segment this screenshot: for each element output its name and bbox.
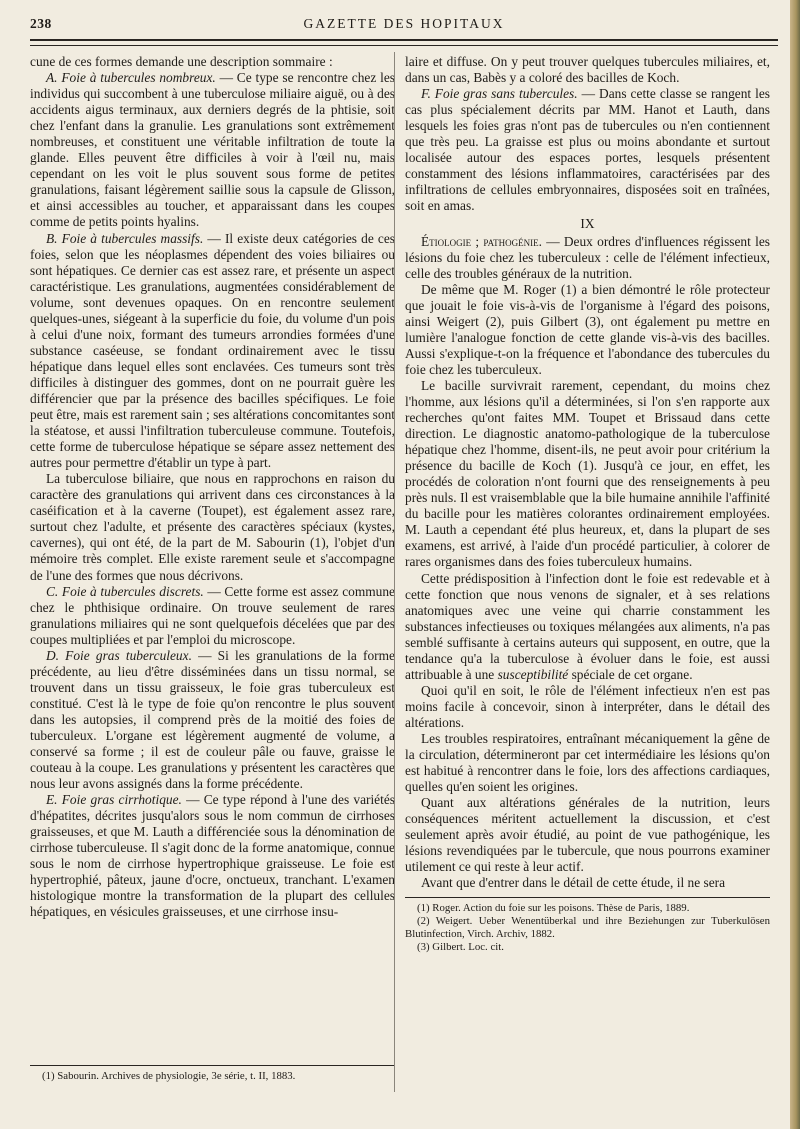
subheading: D. Foie gras tuberculeux.: [46, 647, 192, 663]
subheading: A. Foie à tubercules nombreux.: [46, 70, 216, 86]
paragraph: De même que M. Roger (1) a bien démontré le rôle protecteur que jouait le foie vis-à-vis de l'organisme à l'égard des poisons, ainsi Weigert (2), puis Gilbert (3), ont également pu mettre en lumière l'analogue fonction de cette glande vis-à-vis des bacilles. Aussi s'explique-t-on la fréquence et l'abondance des tubercules du foie chez les tuberculeux.: [405, 281, 770, 377]
journal-title: GAZETTE DES HOPITAUX: [303, 16, 505, 31]
paragraph: cune de ces formes demande une description sommaire :: [30, 54, 333, 69]
paragraph: C. Foie à tubercules discrets. — Cette forme est assez commune chez le phthisique ordinaire. On trouve seulement de rares granulations miliaires qui ne sont quelquefois décelées que par des coupes multipliées et par l'emploi du microscope.: [30, 583, 395, 647]
subheading: B. Foie à tubercules massifs.: [46, 230, 204, 246]
emphasis: susceptibilité: [497, 666, 569, 682]
paragraph: laire et diffuse. On y peut trouver quelques tubercules miliaires, et, dans un cas, Babès y a coloré des bacilles de Koch.: [405, 54, 770, 86]
subheading: Étiologie ; pathogénie.: [421, 233, 542, 249]
subheading: E. Foie gras cirrhotique.: [46, 792, 182, 808]
subheading: C. Foie à tubercules discrets.: [46, 583, 204, 599]
footnote: (1) Roger. Action du foie sur les poisons. Thèse de Paris, 1889.: [417, 902, 690, 915]
paragraph: A. Foie à tubercules nombreux. — Ce type se rencontre chez les individus qui succombent à une tuberculose miliaire aiguë, ou à des accidents aigus terminaux, aux derniers degrés de la phtisie, soit chez l'enfant dans la granulie. Les granulations sont extrêmement nombreuses, et constituent une véritable infiltration de toute la glande. Elles peuvent être difficiles à voir à l'œil nu, mais cependant on les voit le plus souvent sous forme de petites granulations, faisant légèrement saillie sous la capsule de Glisson, et ainsi accessibles au toucher, et apparaissant dans les coupes comme de petits points hyalins.: [30, 70, 395, 230]
footnote-rule: [405, 897, 770, 898]
paragraph: Avant que d'entrer dans le détail de cette étude, il ne sera: [421, 875, 726, 891]
left-column: [30, 54, 395, 921]
paragraph: E. Foie gras cirrhotique. — Ce type répond à l'une des variétés d'hépatites, décrites jusqu'alors sous le nom commun de cirrhoses graisseuses, et que M. Lauth a différenciée sous la dénomination de cirrhose tuberculeuse. Il s'agit donc de la forme anatomique, connue sous le nom de cirrhose hypertrophique graisseuse. Le foie est hypertrophié, pâteux, jaune d'ocre, onctueux, tranchant. L'examen histologique montre la transformation de la plupart des cellules hépatiques, en vésicules graisseuses, et une cirrhose insu-: [30, 792, 396, 920]
page-header: [30, 16, 778, 36]
paragraph: F. Foie gras sans tubercules. — Dans cette classe se rangent les cas plus spécialement décrits par MM. Hanot et Lauth, dans lesquels les foies gras n'ont pas de tubercules ou n'en contiennent que très peu. La graisse est plus ou moins abondante et surtout localisée autour des espaces portes, lesquels présentent constamment des lésions inflammatoires, caractérisées par des infiltrations de cellules embryonnaires, disposées soit en traînées, soit en amas.: [405, 86, 770, 214]
column-divider: [394, 52, 395, 1092]
footnote-left: (1) Sabourin. Archives de physiologie, 3e série, t. II, 1883.: [30, 1065, 395, 1083]
page-edge: [790, 0, 800, 1129]
paragraph: Quoi qu'il en soit, le rôle de l'élément infectieux n'en est pas moins facile à concevoir, sinon à interpréter, dans le détail des altérations.: [405, 682, 770, 730]
footnote: (2) Weigert. Ueber Wenentüberkal und ihre Beziehungen zur Tuberkulösen Blutinfection, Virch. Archiv, 1882.: [405, 915, 770, 941]
subheading: F. Foie gras sans tubercules.: [421, 86, 578, 102]
paragraph: B. Foie à tubercules massifs. — Il existe deux catégories de ces foies, selon que les néoplasmes dépendent des voies biliaires ou sont hépatiques. Ce dernier cas est assez rare, et présente un aspect caractéristique. Les granulations, augmentées considérablement de volume, sont devenues opaques. On en rencontre seulement quelques-unes, siégeant à la superficie du foie, du volume d'un pois à celui d'une noix, formant des tumeurs arrondies formées d'une substance caséeuse, se fondant ordinairement avec le tissu hépatique dans lequel elles sont enclavées. Ces tumeurs sont très difficiles à distinguer des gommes, dont on ne pourrait guère les différencier que par la présence des bacilles spécifiques. Le foie peut être, mais est rarement sain ; ses altérations concomitantes sont la stéatose, et aussi l'infiltration tuberculeuse commune. Toutefois, cette forme de tuberculose hépatique se sépare assez nettement des autres pour permettre d'établir un type à part.: [30, 230, 395, 471]
header-rule-thin: [30, 45, 778, 46]
header-rule-thick: [30, 39, 778, 41]
page-number: 238: [30, 16, 52, 31]
paragraph: Cette prédisposition à l'infection dont le foie est redevable et à cette fonction que nous venons de signaler, et à ses relations anatomiques avec une veine qui charrie constamment les substances infectieuses ou toxiques mélangées aux aliments, n'a pas semblé suffisante à certains auteurs qui supposent, en outre, que la tendance qu'a la tuberculose à évoluer dans le foie, est aussi attribuable à une susceptibilité spéciale de cet organe.: [405, 570, 770, 682]
paragraph: Quant aux altérations générales de la nutrition, leurs conséquences méritent actuellement la discussion, et c'est seulement après avoir étudié, au point de vue pathogénique, les lésions revendiquées par le tubercule, que nous pourrons examiner utilement ce qui reste à leur actif.: [405, 795, 770, 875]
footnote: (3) Gilbert. Loc. cit.: [417, 941, 504, 954]
paragraph: Les troubles respiratoires, entraînant mécaniquement la gêne de la circulation, détermineront par cet intermédiaire les lésions qu'on est habitué à rencontrer dans le foie, lors des affections cardiaques, quelles qu'en soient les origines.: [405, 730, 770, 795]
paragraph: D. Foie gras tuberculeux. — Si les granulations de la forme précédente, au lieu d'être disséminées dans un tissu normal, se trouvent dans un tissu graisseux, le foie gras tuberculeux est constitué. C'est là le type de foie qu'on rencontre le plus souvent dans les autopsies, il comprend près de la moitié des foies de tuberculeux. L'organe est légèrement augmenté de volume, a conservé sa forme ; il est de couleur pâle ou fauve, graisse le couteau à la coupe. Les granulations y présentent les caractères que nous leur avons assignés dans la forme précédente.: [30, 647, 395, 792]
paragraph: La tuberculose biliaire, que nous en rapprochons en raison du caractère des granulations qui arrivent dans ces circonstances à la caséification et à la caverne (Toupet), est également assez rare, surtout chez l'adulte, et présente des caractères spéciaux (kystes, cavernes), qui ont été, de la part de M. Sabourin (1), l'objet d'un mémoire très complet. Elle existe rarement seule et s'accompagne de l'une des formes que nous décrivons.: [30, 471, 395, 583]
right-column: [405, 54, 770, 954]
paragraph: Étiologie ; pathogénie. — Deux ordres d'influences régissent les lésions du foie chez les tuberculeux : celle de l'élément infectieux, celle des troubles généraux de la nutrition.: [405, 233, 770, 281]
section-number: IX: [580, 216, 595, 232]
paragraph: Le bacille survivrait rarement, cependant, du moins chez l'homme, aux lésions qu'il a déterminées, si l'on s'en rapporte aux recherches qu'ont faites MM. Toupet et Brissaud dans cette direction. Le diagnostic anatomo-pathologique de la tuberculose hépatique chez l'homme, disent-ils, ne peut avoir pour critérium la présence du bacille de Koch (1). Jusqu'à ce jour, en effet, les procédés de coloration n'ont fourni que des renseignements à peu près nuls. Il est vraisemblable que la bile humaine annihile l'affinité du bacille pour les matières colorantes ordinairement employées. M. Lauth a cependant été plus heureux, et, dans la plupart de ses examens, est arrivé, à l'aide d'un procédé particulier, à colorer de rares organismes dans des foies tuberculeux humains.: [405, 377, 770, 570]
